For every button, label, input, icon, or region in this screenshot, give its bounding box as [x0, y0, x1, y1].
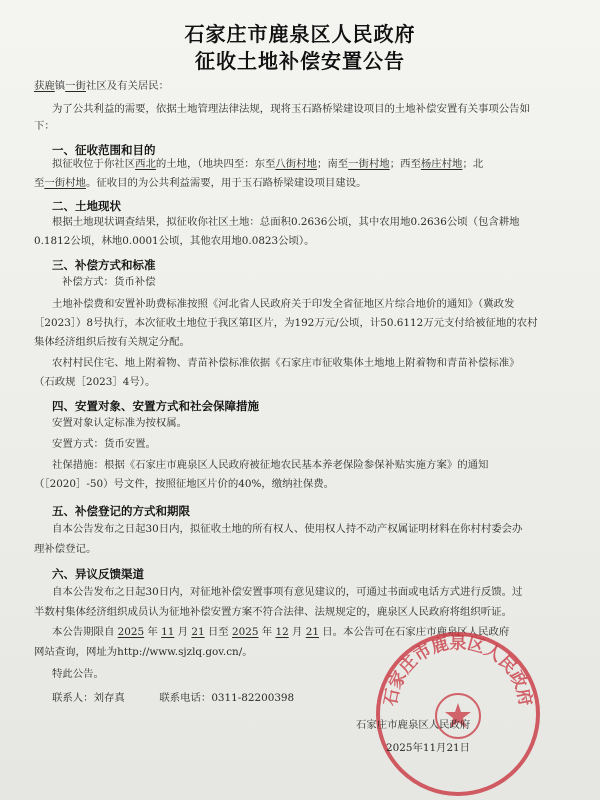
south-boundary: 一街村地: [348, 158, 390, 170]
text: 月: [177, 626, 189, 638]
section-3-para-2-line-2: （石政规［2023］4号）。: [34, 376, 156, 388]
section-3-para-1-line-2: ［2023］）8号执行，本次征收土地位于我区第Ⅰ区片，为192万元/公顷，计50.6112万元支付给被征地的农村: [34, 317, 538, 329]
resettlement-mode: 安置方式：货币安置。: [52, 438, 156, 450]
intro-line-2: 下：: [34, 120, 55, 132]
text: 年: [147, 626, 158, 638]
addressee-town: 获鹿: [34, 80, 55, 92]
end-year: 2025: [232, 626, 259, 638]
section-2-line-2: 0.1812公顷，林地0.0001公顷，其他农用地0.0823公顷）。: [34, 235, 315, 247]
section-1-line-2: [34, 177, 574, 190]
section-2-heading: 二、土地现状: [52, 199, 121, 213]
social-security-line-1: 社保措施：根据《石家庄市鹿泉区人民政府被征地农民基本养老保险参保补贴实施方案》的通知: [52, 459, 489, 471]
text: ；北: [462, 158, 484, 170]
section-5-line-2: 理补偿登记。: [34, 543, 97, 555]
addressee: [34, 80, 574, 93]
text: 的土地，（地块四至：东至: [155, 158, 276, 170]
section-6-line-1: 自本公告发布之日起30日内，对征地补偿安置事项有意见建议的，可通过书面或电话方式进行反馈。过: [52, 586, 523, 598]
intro-line-1: 为了公共利益的需要，依据土地管理法律法规，现将玉石路桥梁建设项目的土地补偿安置有关事项公告如: [52, 103, 530, 115]
section-4-heading: 四、安置对象、安置方式和社会保障措施: [52, 399, 259, 413]
section-6-line-2: 半数村集体经济组织成员认为征地补偿安置方案不符合法律、法规规定的，鹿泉区人民政府将组织听证。: [34, 606, 512, 618]
text: ；西至: [389, 158, 421, 170]
start-year: 2025: [117, 626, 145, 638]
text: 本公告期限自: [52, 626, 115, 638]
section-6-heading: 六、异议反馈渠道: [52, 567, 144, 581]
section-1-heading: 一、征收范围和目的: [52, 143, 156, 157]
text: 。征收目的为公共利益需要，用于玉石路桥梁建设项目建设。: [85, 177, 367, 189]
text: 日至: [207, 626, 229, 638]
start-day: 21: [191, 626, 205, 638]
contact-person: 刘存真: [93, 692, 125, 704]
end-day: 21: [305, 626, 319, 638]
contact-person-label: 联系人：: [52, 692, 94, 704]
section-1-line-1: [52, 158, 576, 171]
contact-phone: 0311-82200398: [211, 692, 295, 704]
addressee-rest: 社区及有关居民：: [85, 80, 170, 92]
signature-org: 石家庄市鹿泉区人民政府: [356, 719, 471, 731]
page-title: 石家庄市鹿泉区人民政府: [184, 22, 416, 46]
signature-date: 2025年11月21日: [386, 742, 471, 754]
text: 拟征收位于你社区: [52, 158, 136, 170]
section-3-heading: 三、补偿方式和标准: [52, 258, 156, 272]
section-5-line-1: 自本公告发布之日起30日内，拟征收土地的所有权人、使用权人持不动产权属证明材料在你村村委会办: [52, 523, 523, 535]
section-5-heading: 五、补偿登记的方式和期限: [52, 504, 190, 518]
west-boundary: 杨庄村地: [420, 158, 463, 170]
start-month: 11: [161, 626, 175, 638]
svg-text:石家庄市鹿泉区人民政府: [381, 632, 536, 707]
contact-phone-label: 联系电话：: [159, 692, 212, 704]
special-notice: 特此公告。: [52, 668, 104, 680]
addressee-community: 一街: [65, 80, 86, 92]
text: 年: [261, 626, 273, 638]
section-2-line-1: 根据土地现状调查结果，拟征收你社区土地：总面积0.2636公顷，其中农用地0.2636公顷（包含耕地: [52, 216, 520, 228]
section-3-para-1-line-1: 土地补偿费和安置补助费标准按照《河北省人民政府关于印发全省征地区片综合地价的通知》（冀政发: [52, 298, 515, 310]
page-subtitle: 征收土地补偿安置公告: [195, 49, 405, 73]
compensation-mode: 补偿方式：货币补偿: [62, 276, 156, 288]
direction-value: 西北: [135, 158, 156, 170]
seal-text: 石家庄市鹿泉区人民政府: [380, 633, 536, 708]
website-line: 网站查询，网址为http://www.sjzlq.gov.cn/。: [34, 646, 253, 658]
end-month: 12: [275, 626, 289, 638]
social-security-line-2: （［2020］-50）号文件，按照征地区片价的40%，缴纳社保费。: [34, 478, 335, 490]
section-3-para-1-line-3: 集体经济组织后按有关规定分配。: [34, 336, 190, 348]
resettlement-object: 安置对象认定标准为按权属。: [52, 417, 188, 429]
east-boundary: 八街村地: [275, 158, 317, 170]
section-3-para-2-line-1: 农村村民住宅、地上附着物、青苗补偿标准依据《石家庄市征收集体土地地上附着物和青苗补偿标准》: [52, 357, 520, 369]
text: 至: [34, 177, 45, 189]
official-seal-icon: [372, 628, 544, 800]
text: 日。本公告可在石家庄市鹿泉区人民政府: [322, 626, 510, 638]
text: ；南至: [316, 158, 349, 170]
north-boundary: 一街村地: [44, 177, 86, 189]
addressee-town-suffix: 镇: [54, 80, 66, 92]
text: 月: [292, 626, 303, 638]
